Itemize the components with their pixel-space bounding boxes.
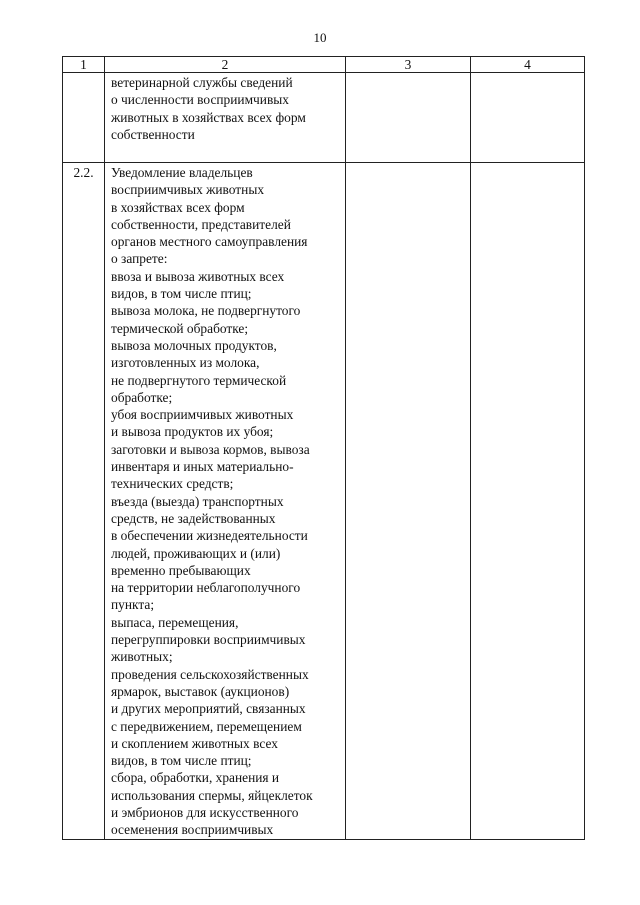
description-line: ввоза и вывоза животных всех <box>111 268 285 284</box>
item-col4 <box>471 163 585 840</box>
table-row <box>63 73 585 163</box>
description-line: средств, не задействованных <box>111 510 276 526</box>
description-line: временно пребывающих <box>111 562 251 578</box>
description-line: технических средств; <box>111 476 234 492</box>
description-line: сбора, обработки, хранения и <box>111 770 280 786</box>
description-line: изготовленных из молока, <box>111 355 260 371</box>
column-header-2: 2 <box>105 57 346 73</box>
description-line: в хозяйствах всех форм <box>111 199 245 215</box>
description-line: ярмарок, выставок (аукционов) <box>111 683 290 699</box>
description-line: ветеринарной службы сведений <box>111 75 293 90</box>
description-line: использования спермы, яйцеклеток <box>111 787 313 803</box>
description-line: заготовки и вывоза кормов, вывоза <box>111 441 310 457</box>
description-line: обработке; <box>111 389 173 405</box>
description-line: вывоза молока, не подвергнутого <box>111 303 301 319</box>
description-line: видов, в том числе птиц; <box>111 286 252 302</box>
description-line: и эмбрионов для искусственного <box>111 804 299 820</box>
description-line: осеменения восприимчивых <box>111 822 274 838</box>
page-number: 10 <box>313 30 327 45</box>
description-line: не подвергнутого термической <box>111 372 287 388</box>
description-line: органов местного самоуправления <box>111 234 308 250</box>
measures-table <box>62 56 585 840</box>
table-header-row <box>63 57 585 73</box>
description-line: инвентаря и иных материально- <box>111 459 294 475</box>
description-line: перегруппировки восприимчивых <box>111 632 306 648</box>
description-line: и скоплением животных всех <box>111 735 278 751</box>
item-number: 2.2. <box>63 163 105 840</box>
description-line: животных в хозяйствах всех форм <box>111 109 306 125</box>
item-description <box>105 163 346 840</box>
description-line: собственности <box>111 126 195 142</box>
item-description <box>105 73 346 163</box>
description-line: термической обработке; <box>111 320 249 336</box>
description-line: о запрете: <box>111 251 168 267</box>
description-line: и вывоза продуктов их убоя; <box>111 424 274 440</box>
description-line: о численности восприимчивых <box>111 92 289 108</box>
column-header-1: 1 <box>63 57 105 73</box>
description-line: на территории неблагополучного <box>111 580 301 596</box>
item-col4 <box>471 73 585 163</box>
description-line: проведения сельскохозяйственных <box>111 666 309 682</box>
description-line: убоя восприимчивых животных <box>111 407 294 423</box>
description-line: выпаса, перемещения, <box>111 614 239 630</box>
description-line: людей, проживающих и (или) <box>111 545 281 561</box>
column-header-4: 4 <box>471 57 585 73</box>
description-line: и других мероприятий, связанных <box>111 701 306 717</box>
description-line: с передвижением, перемещением <box>111 718 302 734</box>
description-line: животных; <box>111 649 173 665</box>
description-line: пункта; <box>111 597 155 613</box>
description-line: в обеспечении жизнедеятельности <box>111 528 308 544</box>
description-line: вывоза молочных продуктов, <box>111 337 277 353</box>
description-line: въезда (выезда) транспортных <box>111 493 284 509</box>
description-line: восприимчивых животных <box>111 182 265 198</box>
item-number <box>63 73 105 163</box>
table-row <box>63 163 585 840</box>
column-header-3: 3 <box>346 57 471 73</box>
description-line: Уведомление владельцев <box>111 165 253 180</box>
item-col3 <box>346 73 471 163</box>
description-line: видов, в том числе птиц; <box>111 753 252 769</box>
item-col3 <box>346 163 471 840</box>
description-line: собственности, представителей <box>111 216 291 232</box>
